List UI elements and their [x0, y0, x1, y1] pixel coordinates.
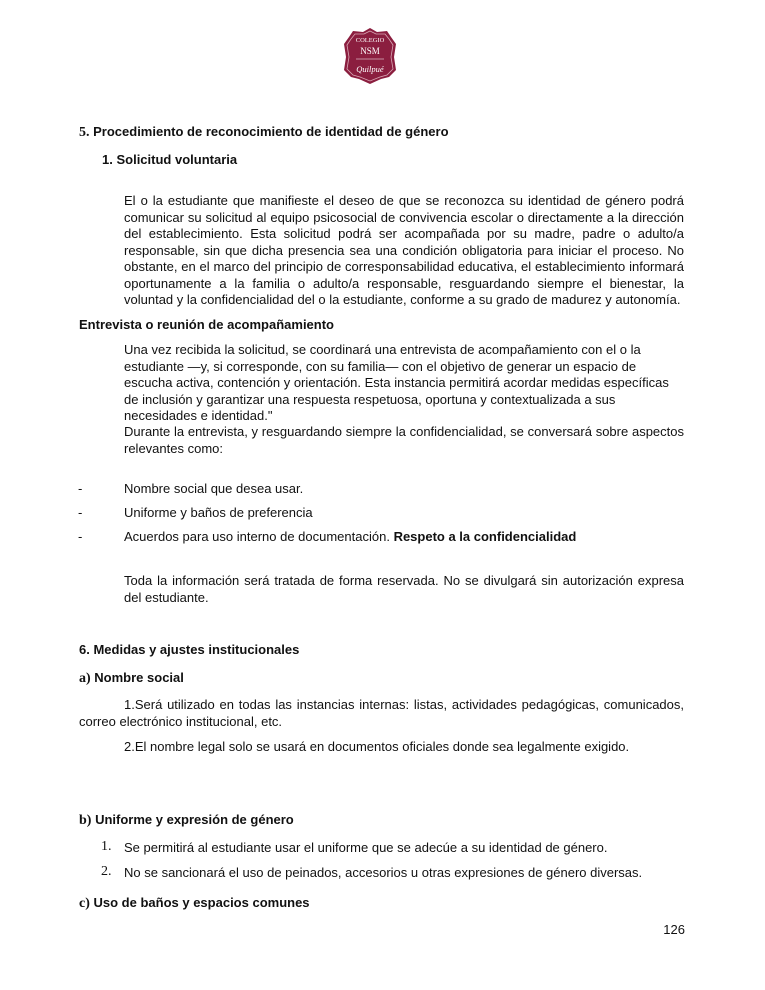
list-text: Se permitirá al estudiante usar el uniforme que se adecúe a su identidad de género. [124, 840, 608, 855]
logo-line2: NSM [360, 46, 380, 56]
section6b-letter: b) [79, 813, 92, 828]
section6a-letter: a) [79, 671, 91, 686]
section5-heading [79, 124, 449, 141]
section6a-item1: 1.Será utilizado en todas las instancias internas: listas, actividades pedagógicas, comunicados, correo electrónico institucional, etc. [79, 697, 684, 729]
section6b-title: Uniforme y expresión de género [95, 812, 294, 827]
bullet-dash: - [78, 481, 83, 496]
section6b-heading [79, 812, 294, 829]
section6a-title: Nombre social [94, 670, 184, 685]
sub1-number: 1. [102, 152, 113, 167]
section6c-title: Uso de baños y espacios comunes [93, 895, 310, 910]
section6a-heading [79, 670, 184, 687]
bullet-bold-text: Respeto a la confidencialidad [393, 529, 577, 544]
logo-line1: COLEGIO [355, 37, 385, 44]
interview-heading: Entrevista o reunión de acompañamiento [79, 317, 334, 332]
section6c-letter: c) [79, 896, 90, 911]
list-number: 2. [101, 864, 112, 879]
interview-paragraph-1: Una vez recibida la solicitud, se coordinará una entrevista de acompañamiento con el o la estudiante —y, si corresponde, con su familia— con el objetivo de generar un espacio de escucha activa, contención y orientación. Esta instancia permitirá acordar medidas específicas de inclusión y garantizar una respuesta respetuosa, oportuna y contextualizada a sus necesidades e identidad." [124, 342, 669, 423]
list-number: 1. [101, 839, 112, 854]
confidential-paragraph: Toda la información será tratada de forma reservada. No se divulgará sin autorización expresa del estudiante. [124, 573, 684, 605]
school-logo [343, 27, 397, 85]
bullet-text: Acuerdos para uso interno de documentación. [124, 529, 394, 544]
bullet-text: Uniforme y baños de preferencia [124, 505, 313, 520]
bullet-text: Nombre social que desea usar. [124, 481, 304, 496]
page-number: 126 [663, 922, 685, 937]
interview-paragraph-2: Durante la entrevista, y resguardando siempre la confidencialidad, se conversará sobre aspectos relevantes como: [124, 424, 684, 456]
section5-title: Procedimiento de reconocimiento de identidad de género [93, 124, 449, 139]
sub1-heading [102, 152, 237, 168]
bullet-dash: - [78, 505, 83, 520]
sub1-title: Solicitud voluntaria [116, 152, 238, 167]
section6-heading: 6. Medidas y ajustes institucionales [79, 642, 300, 657]
section6c-heading [79, 895, 310, 912]
logo-line3: Quilpué [356, 64, 384, 74]
sub1-paragraph: El o la estudiante que manifieste el deseo de que se reconozca su identidad de género podrá comunicar su solicitud al equipo psicosocial de convivencia escolar o directamente a la dirección del establecimiento. Esta solicitud podrá ser acompañada por su madre, padre o adulto/a responsable, sin que dicha presencia sea una condición obligatoria para iniciar el proceso. No obstante, en el marco del principio de corresponsabilidad educativa, el establecimiento informará oportunamente a la familia o adulto/a responsable, resguardando siempre el bienestar, la voluntad y la confidencialidad del o la estudiante, conforme a su grado de madurez y autonomía. [124, 193, 684, 307]
section6a-item2: 2.El nombre legal solo se usará en documentos oficiales donde sea legalmente exigido. [124, 739, 630, 754]
section5-number: 5. [79, 125, 90, 140]
list-text: No se sancionará el uso de peinados, accesorios u otras expresiones de género diversas. [124, 865, 643, 880]
bullet-dash: - [78, 529, 83, 544]
bullet-content [124, 529, 576, 545]
